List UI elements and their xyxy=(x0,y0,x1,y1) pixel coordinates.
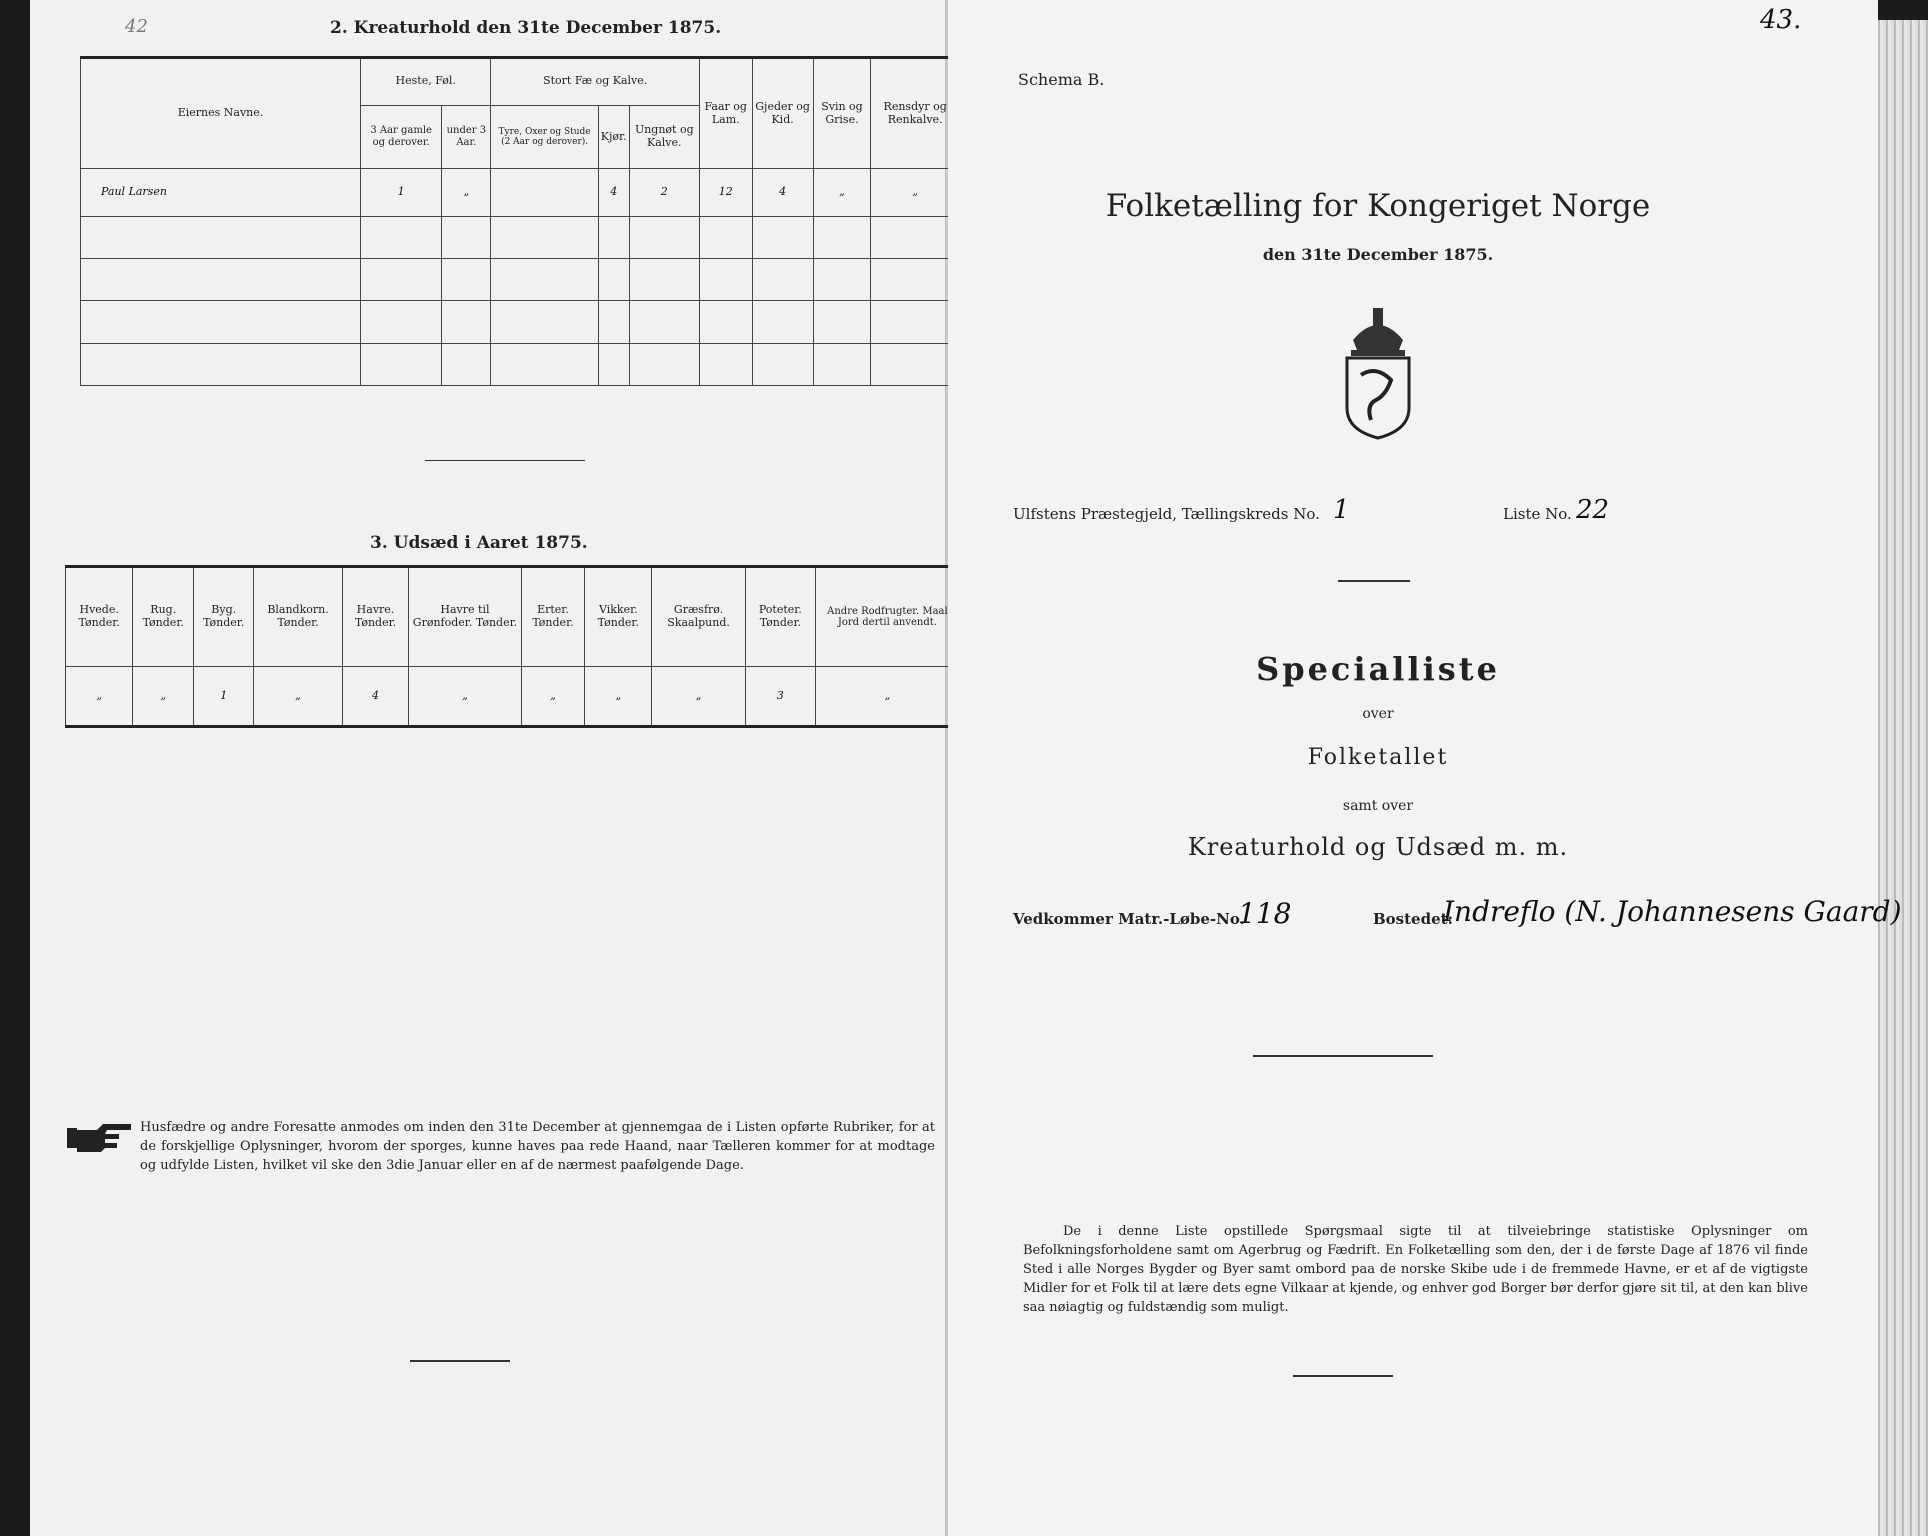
col-header-ungnot: Ungnøt og Kalve. xyxy=(629,105,699,168)
cell-value xyxy=(491,169,598,217)
over-label: over xyxy=(1362,706,1394,722)
cell-value: „ xyxy=(442,169,491,217)
cell-value: 1 xyxy=(361,169,442,217)
special-list-title: Specialliste xyxy=(1256,650,1500,688)
col-header-heste-3aar: 3 Aar gamle og derover. xyxy=(361,105,442,168)
district-label: Ulfstens Præstegjeld, Tællingskreds No. xyxy=(1013,505,1320,523)
cell-value: „ xyxy=(652,667,746,727)
cell-value: „ xyxy=(585,667,652,727)
coat-of-arms-icon xyxy=(1333,300,1423,440)
col-header-rensdyr: Rensdyr og Renkalve. xyxy=(871,58,960,169)
notice-text: Husfædre og andre Foresatte anmodes om inden den 31te December at gjennemgaa de i Listen opførte Rubriker, for at de forskjellige Oplysninger, hvorom der sporges, kunne haves paa rede Haand, naar Tælleren kommer for at modtage og udfylde Listen, hvilket vil ske den 3die Januar eller en af de nærmest paafølgende Dage. xyxy=(140,1120,935,1173)
cell-value: „ xyxy=(813,169,871,217)
owner-header: Eiernes Navne. xyxy=(81,58,361,169)
samt-over-label: samt over xyxy=(1342,798,1414,814)
left-page xyxy=(30,0,948,1536)
livestock-table xyxy=(80,56,960,386)
divider xyxy=(1338,580,1410,582)
cell-value: 4 xyxy=(342,667,409,727)
page-number: 43. xyxy=(1760,5,1802,35)
group-header-heste: Heste, Føl. xyxy=(361,58,491,106)
col-header-erter: Erter. Tønder. xyxy=(521,567,585,667)
page-mark: 42 xyxy=(125,16,148,37)
matr-label: Vedkommer Matr.-Løbe-No. xyxy=(1013,910,1245,928)
divider xyxy=(410,1360,510,1362)
cell-value: 3 xyxy=(745,667,815,727)
col-header-hvede: Hvede. Tønder. xyxy=(66,567,133,667)
col-header-kjor: Kjør. xyxy=(598,105,629,168)
district-number: 1 xyxy=(1333,495,1350,525)
cell-value: „ xyxy=(521,667,585,727)
cell-value: „ xyxy=(254,667,342,727)
pointing-hand-icon xyxy=(65,1120,135,1154)
cell-value: 4 xyxy=(752,169,813,217)
kreaturhold-label: Kreaturhold og Udsæd m. m. xyxy=(1187,833,1569,861)
folketallet-label: Folketallet xyxy=(1307,745,1449,770)
page-edges xyxy=(1875,20,1928,1536)
owner-name: Paul Larsen xyxy=(81,169,361,217)
bosted-value: Indreflo (N. Johannesens Gaard) xyxy=(1443,895,1902,928)
col-header-gronfoder: Havre til Grønfoder. Tønder. xyxy=(409,567,521,667)
col-header-graesfro: Græsfrø. Skaalpund. xyxy=(652,567,746,667)
col-header-under3: under 3 Aar. xyxy=(442,105,491,168)
census-date: den 31te December 1875. xyxy=(1262,245,1494,264)
col-header-blandkorn: Blandkorn. Tønder. xyxy=(254,567,342,667)
cell-value: „ xyxy=(409,667,521,727)
col-header-byg: Byg. Tønder. xyxy=(194,567,254,667)
cell-value: 4 xyxy=(598,169,629,217)
census-title: Folketælling for Kongeriget Norge xyxy=(1105,188,1651,224)
section2-title: 2. Kreaturhold den 31te December 1875. xyxy=(330,18,722,38)
table-row xyxy=(66,667,960,727)
right-page xyxy=(948,0,1902,1536)
divider xyxy=(1293,1375,1393,1377)
col-header-poteter: Poteter. Tønder. xyxy=(745,567,815,667)
table-row xyxy=(81,169,960,217)
cell-value: 12 xyxy=(699,169,752,217)
divider xyxy=(1253,1055,1433,1057)
col-header-svin: Svin og Grise. xyxy=(813,58,871,169)
list-label: Liste No. xyxy=(1503,505,1572,523)
cell-value: 1 xyxy=(194,667,254,727)
col-header-tyre: Tyre, Oxer og Stude (2 Aar og derover). xyxy=(491,105,598,168)
col-header-rug: Rug. Tønder. xyxy=(133,567,194,667)
section3-title: 3. Udsæd i Aaret 1875. xyxy=(370,533,588,553)
divider xyxy=(425,460,585,461)
group-header-fae: Stort Fæ og Kalve. xyxy=(491,58,700,106)
sowing-table xyxy=(65,565,960,728)
col-header-rodfrugter: Andre Rodfrugter. Maal Jord dertil anvendt. xyxy=(815,567,959,667)
col-header-faar: Faar og Lam. xyxy=(699,58,752,169)
list-number: 22 xyxy=(1576,495,1610,525)
cell-value: „ xyxy=(133,667,194,727)
cell-value: „ xyxy=(871,169,960,217)
schema-label: Schema B. xyxy=(1018,70,1105,89)
col-header-vikker: Vikker. Tønder. xyxy=(585,567,652,667)
bosted-label: Bostedet: xyxy=(1373,910,1454,928)
col-header-havre: Havre. Tønder. xyxy=(342,567,409,667)
cell-value: „ xyxy=(66,667,133,727)
col-header-gjeder: Gjeder og Kid. xyxy=(752,58,813,169)
matr-number: 118 xyxy=(1238,897,1292,930)
cell-value: 2 xyxy=(629,169,699,217)
explanation-paragraph: De i denne Liste opstillede Spørgsmaal sigte til at tilveiebringe statistiske Oplysninger om Befolkningsforholdene samt om Agerbrug og Fædrift. En Folketælling som den, der i de første Dage af 1876 vil finde Sted i alle Norges Bygder og Byer samt ombord paa de norske Skibe ude i de fremmede Havne, er et af de vigtigste Midler for et Folk til at lære dets egne Vilkaar at kjende, og enhver god Borger bør derfor gjøre sit til, at den kan blive saa nøiagtig og fuldstændig som muligt. xyxy=(1023,1224,1808,1315)
cell-value: „ xyxy=(815,667,959,727)
